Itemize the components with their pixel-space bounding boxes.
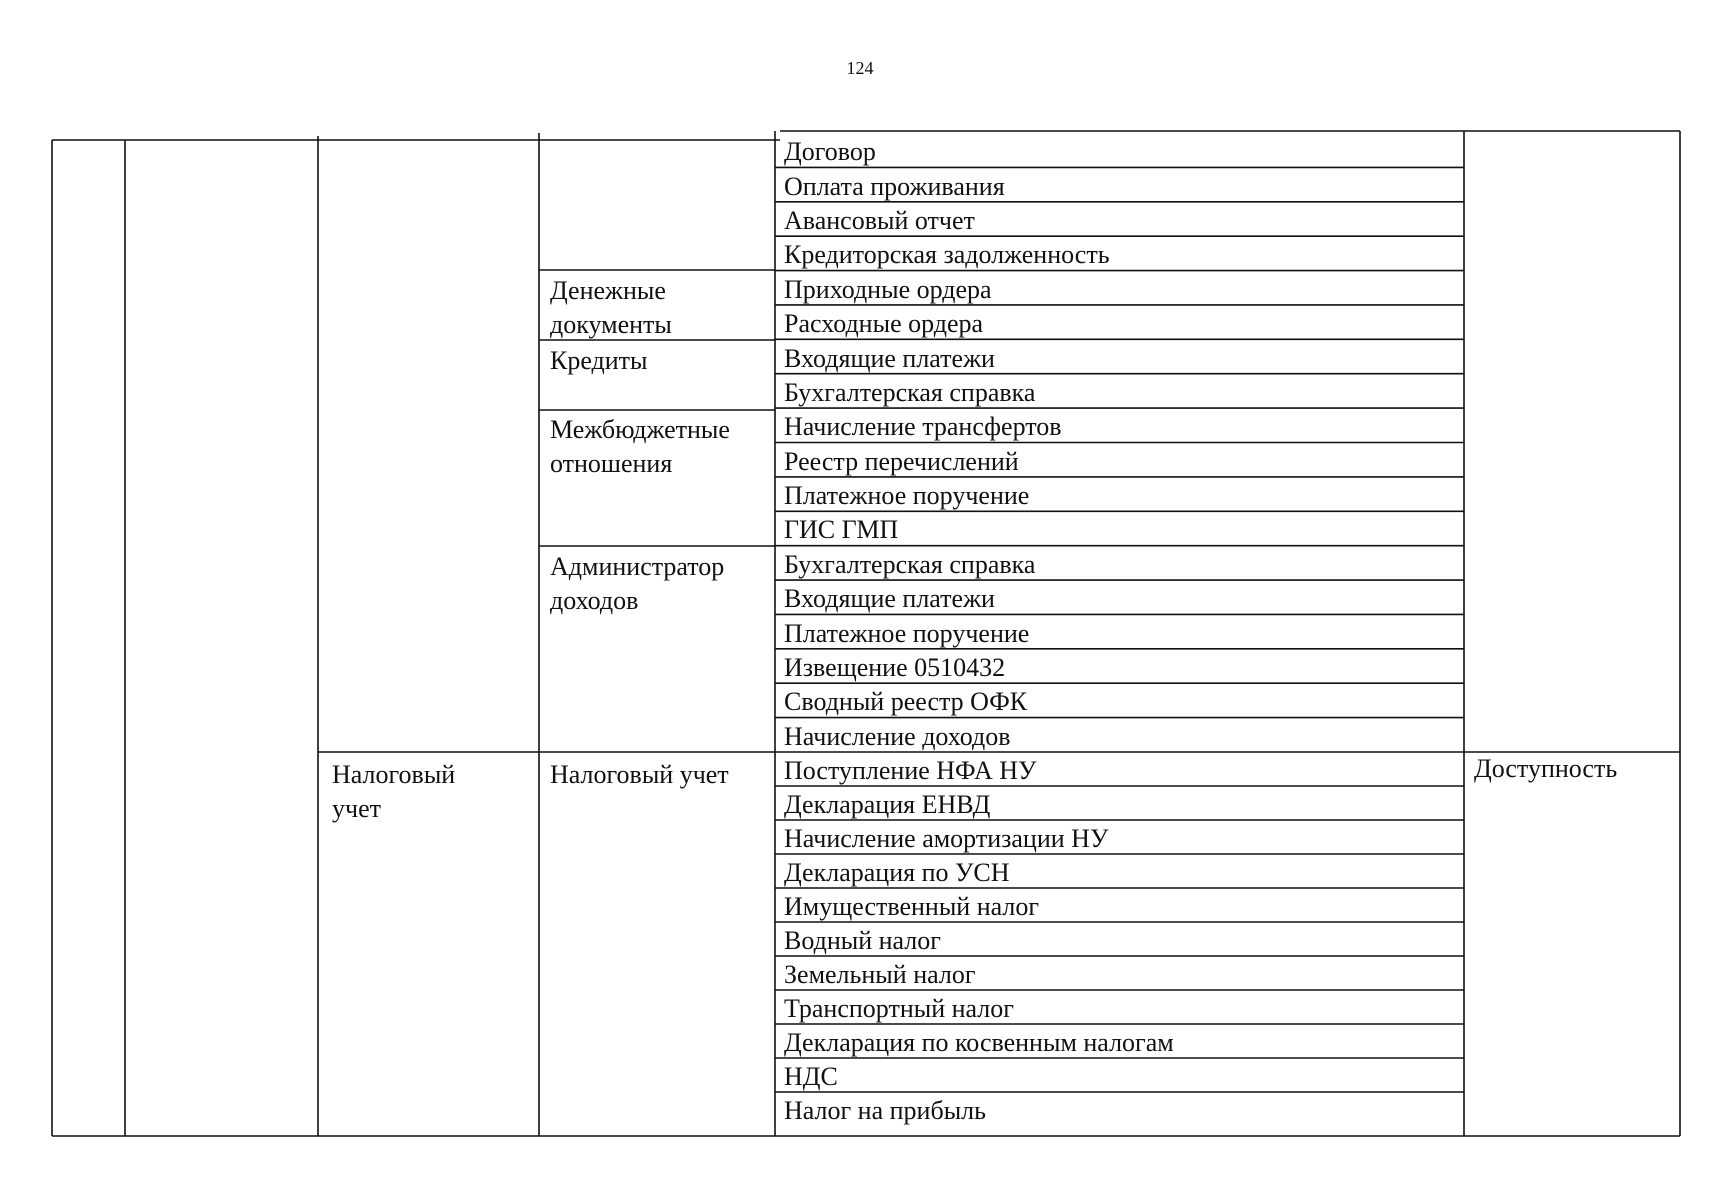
document-item: Начисление амортизации НУ <box>784 824 1109 853</box>
document-item: Извещение 0510432 <box>784 653 1006 683</box>
document-item: Приходные ордера <box>784 274 992 304</box>
document-item: Авансовый отчет <box>784 205 975 235</box>
document-item: Начисление трансфертов <box>784 412 1062 442</box>
document-item: НДС <box>784 1062 838 1091</box>
document-item: Транспортный налог <box>784 994 1014 1023</box>
document-item: Платежное поручение <box>784 481 1030 511</box>
document-item: Поступление НФА НУ <box>784 756 1037 785</box>
document-item: Расходные ордера <box>784 309 984 339</box>
page-number: 124 <box>846 58 874 78</box>
document-item: Сводный реестр ОФК <box>784 687 1028 717</box>
document-item: Начисление доходов <box>784 721 1011 751</box>
document-item: Бухгалтерская справка <box>784 549 1036 579</box>
document-item: Входящие платежи <box>784 343 995 373</box>
document-item: ГИС ГМП <box>784 515 899 545</box>
tax-accounting-subsection-label: Налоговый учет <box>550 760 729 789</box>
document-item: Бухгалтерская справка <box>784 377 1036 407</box>
document-item: Декларация по УСН <box>784 858 1010 887</box>
document-item: Имущественный налог <box>784 892 1040 921</box>
document-item: Оплата проживания <box>784 171 1005 201</box>
credits-label: Кредиты <box>550 346 648 375</box>
cash-documents-label: Денежные документы <box>550 276 672 339</box>
tax-accounting-label: Налоговый учет <box>332 760 456 823</box>
revenue-administrator-label: Администратор доходов <box>550 552 725 615</box>
document-item: Водный налог <box>784 926 941 955</box>
document-item: Налог на прибыль <box>784 1096 986 1125</box>
interbudget-relations-label: Межбюджетные отношения <box>550 415 730 478</box>
document-item: Кредиторская задолженность <box>784 240 1110 270</box>
availability-label: Доступность <box>1474 754 1618 783</box>
document-item: Платежное поручение <box>784 618 1030 648</box>
document-item: Входящие платежи <box>784 584 995 614</box>
document-item: Договор <box>784 137 876 167</box>
document-item: Декларация по косвенным налогам <box>784 1028 1174 1057</box>
document-item: Декларация ЕНВД <box>784 790 991 819</box>
document-item: Реестр перечислений <box>784 446 1019 476</box>
document-item: Земельный налог <box>784 960 976 989</box>
